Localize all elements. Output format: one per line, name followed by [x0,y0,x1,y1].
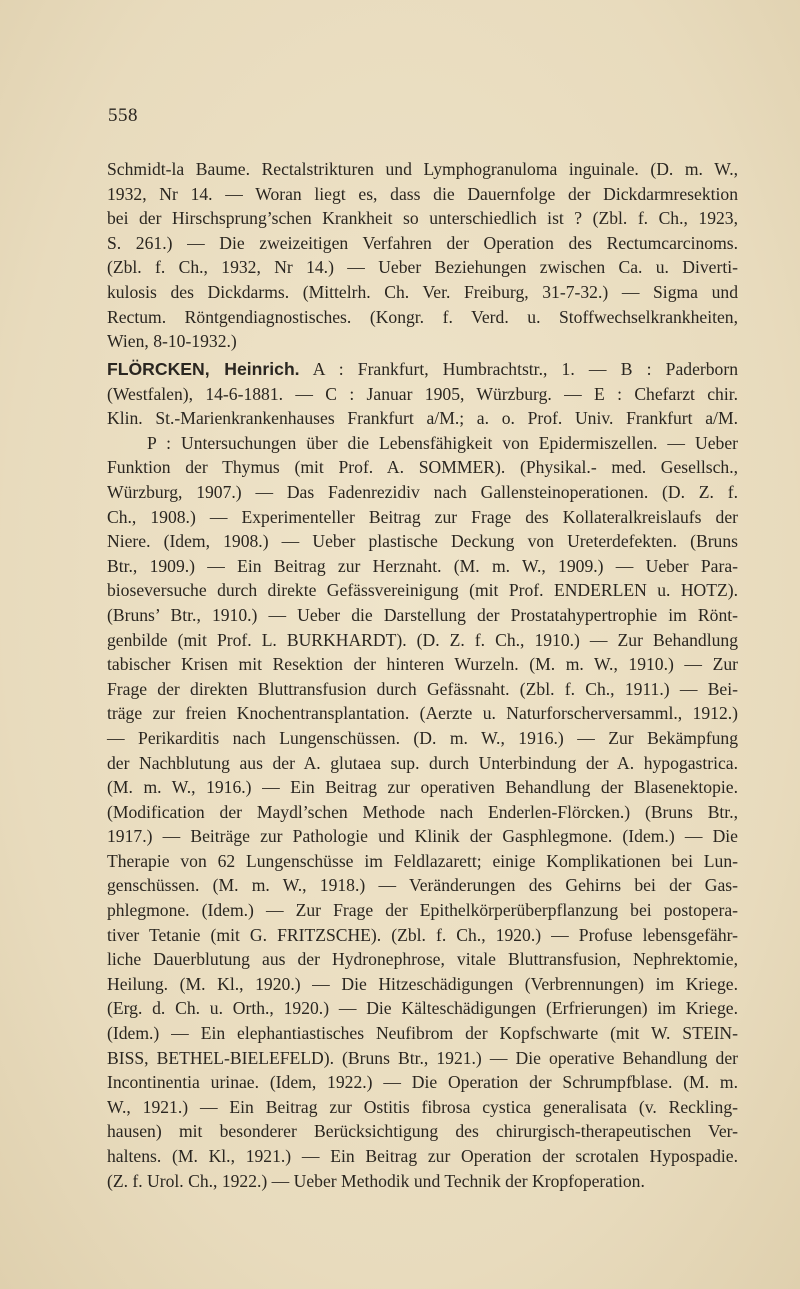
text-line: S. 261.) — Die zweizeitigen Verfahren der Operation des Rectumcarcinoms. [107,232,738,253]
text-line: (Z. f. Urol. Ch., 1922.) — Ueber Methodik und Technik der Kropfoperation. [107,1170,645,1191]
text-line: bei der Hirschsprung’schen Krankheit so unterschiedlich ist ? (Zbl. f. Ch., 1923, [107,208,738,229]
text-line: Niere. (Idem, 1908.) — Ueber plastische Deckung von Ureterdefekten. (Bruns [107,531,738,552]
text-line: tiver Tetanie (mit G. FRITZSCHE). (Zbl. f. Ch., 1920.) — Profuse lebensgefähr- [107,924,738,945]
text-line: Ch., 1908.) — Experimenteller Beitrag zur Frage des Kollateralkreislaufs der [107,506,738,527]
text-line: P : Untersuchungen über die Lebensfähigkeit von Epidermiszellen. — Ueber [147,432,738,453]
page-number: 558 [108,105,138,126]
text-line: (M. m. W., 1916.) — Ein Beitrag zur operativen Behandlung der Blasenektopie. [107,777,738,798]
text-line: (Zbl. f. Ch., 1932, Nr 14.) — Ueber Beziehungen zwischen Ca. u. Diverti- [107,257,738,278]
text-line: Klin. St.-Marienkrankenhauses Frankfurt a/M.; a. o. Prof. Univ. Frankfurt a/M. [107,408,738,429]
text-line: BISS, BETHEL-BIELEFELD). (Bruns Btr., 1921.) — Die operative Behandlung der [107,1047,738,1068]
entry-name: FLÖRCKEN, Heinrich. [107,359,300,379]
entry-head-rest: A : Frankfurt, Humbrachtstr., 1. — B : Paderborn [312,359,738,379]
text-line: 1932, Nr 14. — Woran liegt es, dass die Dauernfolge der Dickdarmresektion [107,183,738,204]
text-line: liche Dauerblutung aus der Hydronephrose, vitale Bluttransfusion, Nephrektomie, [107,949,738,970]
text-line: der Nachblutung aus der A. glutaea sup. durch Unterbindung der A. hypogastrica. [107,752,738,773]
text-line: (Bruns’ Btr., 1910.) — Ueber die Darstellung der Prostatahypertrophie im Rönt- [107,604,738,625]
text-line: (Westfalen), 14-6-1881. — C : Januar 1905, Würzburg. — E : Chefarzt chir. [107,383,738,404]
text-line: Rectum. Röntgendiagnostisches. (Kongr. f. Verd. u. Stoffwechselkrankheiten, [107,306,738,327]
text-line: träge zur freien Knochentransplantation. (Aerzte u. Naturforscherversamml., 1912.) [107,703,738,724]
entry-heading-line [107,357,738,382]
text-line: (Erg. d. Ch. u. Orth., 1920.) — Die Kälteschädigungen (Erfrierungen) im Kriege. [107,998,738,1019]
biography-entry [107,357,738,1193]
text-line: Heilung. (M. Kl., 1920.) — Die Hitzeschädigungen (Verbrennungen) im Kriege. [107,973,738,994]
text-line: Funktion der Thymus (mit Prof. A. SOMMER). (Physikal.- med. Gesellsch., [107,457,738,478]
text-line: Therapie von 62 Lungenschüsse im Feldlazarett; einige Komplikationen bei Lun- [107,850,738,871]
text-line: hausen) mit besonderer Berücksichtigung des chirurgisch-therapeutischen Ver- [107,1121,738,1142]
text-line: kulosis des Dickdarms. (Mittelrh. Ch. Ver. Freiburg, 31-7-32.) — Sigma und [107,281,738,302]
text-line: — Perikarditis nach Lungenschüssen. (D. m. W., 1916.) — Zur Bekämpfung [107,727,738,748]
text-line: haltens. (M. Kl., 1921.) — Ein Beitrag zur Operation der scrotalen Hypospadie. [107,1146,738,1166]
text-line: 1917.) — Beiträge zur Pathologie und Klinik der Gasphlegmone. (Idem.) — Die [107,826,738,847]
text-line: Incontinentia urinae. (Idem, 1922.) — Die Operation der Schrumpfblase. (M. m. [107,1072,738,1093]
intro-paragraph [107,157,738,354]
text-line: tabischer Krisen mit Resektion der hinteren Wurzeln. (M. m. W., 1910.) — Zur [107,654,738,675]
text-line: Würzburg, 1907.) — Das Fadenrezidiv nach Gallensteinoperationen. (D. Z. f. [107,481,738,502]
text-line: (Idem.) — Ein elephantiastisches Neufibrom der Kopfschwarte (mit W. STEIN- [107,1023,738,1044]
text-line: Wien, 8-10-1932.) [107,331,237,352]
text-line: Frage der direkten Bluttransfusion durch Gefässnaht. (Zbl. f. Ch., 1911.) — Bei- [107,678,738,699]
text-line: (Modification der Maydl’schen Methode nach Enderlen-Flörcken.) (Bruns Btr., [107,801,738,822]
text-line: bioseversuche durch direkte Gefässvereinigung (mit Prof. ENDERLEN u. HOTZ). [107,580,738,601]
text-line: Btr., 1909.) — Ein Beitrag zur Herznaht. (M. m. W., 1909.) — Ueber Para- [107,555,738,576]
text-line: genbilde (mit Prof. L. BURKHARDT). (D. Z. f. Ch., 1910.) — Zur Behandlung [107,629,738,650]
text-line: genschüssen. (M. m. W., 1918.) — Veränderungen des Gehirns bei der Gas- [107,875,738,896]
text-line: W., 1921.) — Ein Beitrag zur Ostitis fibrosa cystica generalisata (v. Reckling- [107,1096,738,1117]
text-line: Schmidt-la Baume. Rectalstrikturen und Lymphogranuloma inguinale. (D. m. W., [107,159,738,179]
text-line: phlegmone. (Idem.) — Zur Frage der Epithelkörperüberpflanzung bei postopera- [107,900,738,921]
